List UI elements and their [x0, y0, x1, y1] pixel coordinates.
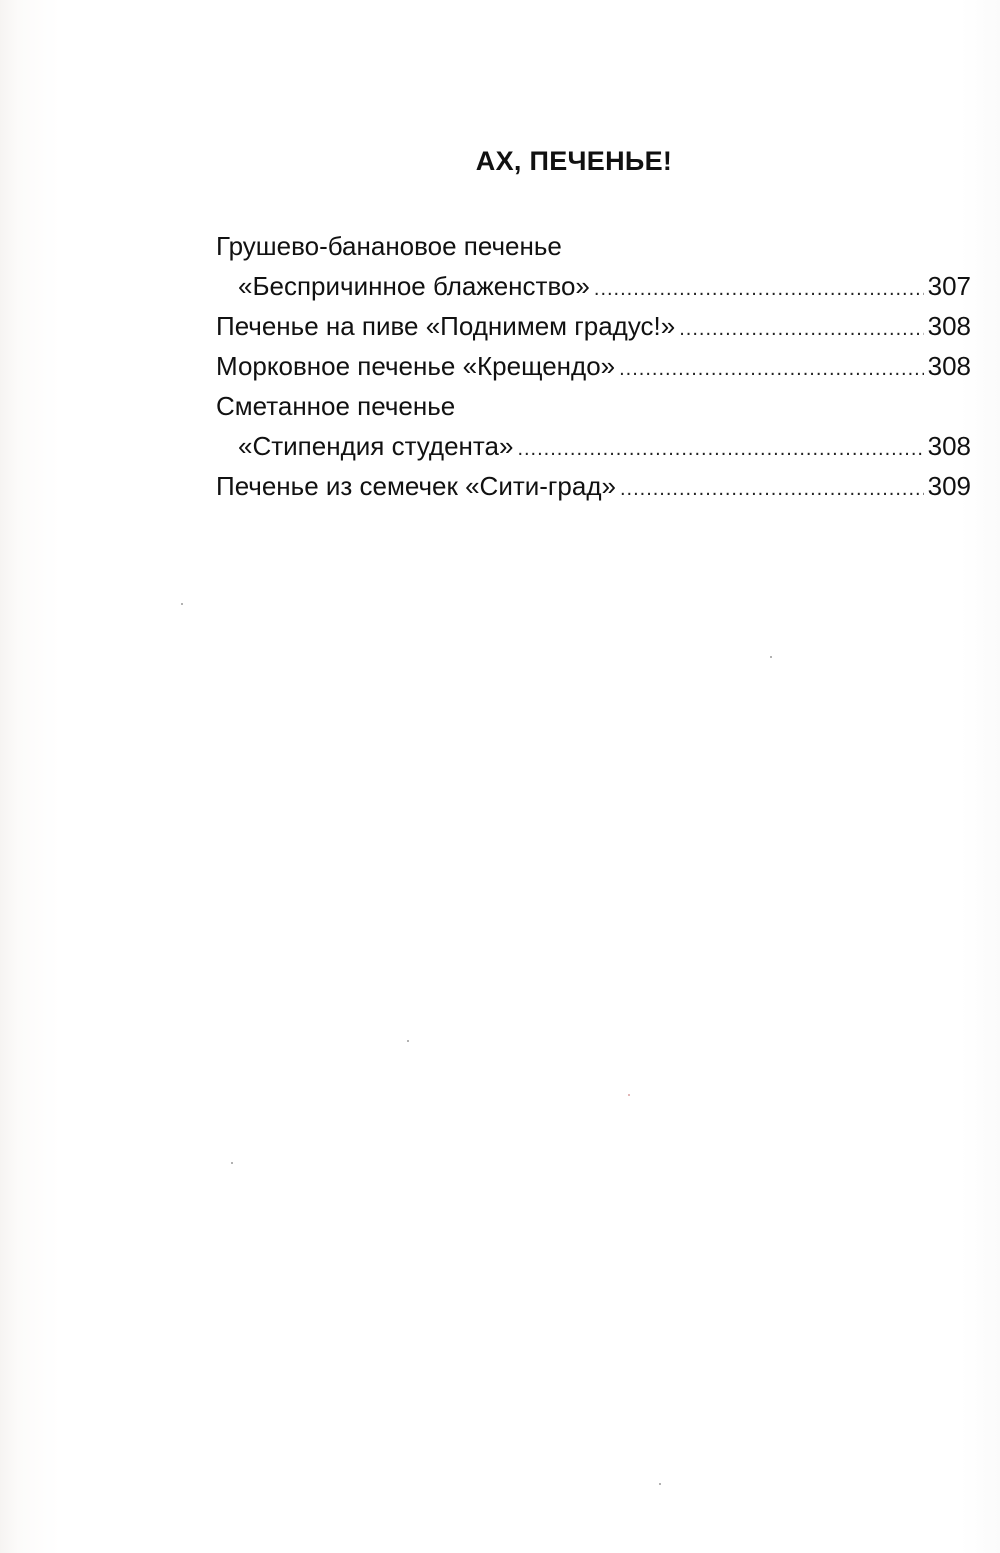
toc-entry-line [216, 426, 971, 466]
dot-leader [679, 309, 923, 349]
section-title: АХ, ПЕЧЕНЬЕ! [475, 146, 673, 176]
table-of-contents [216, 226, 971, 506]
dot-leader [619, 349, 923, 389]
scan-speck [181, 603, 183, 605]
dot-leader [594, 269, 924, 309]
toc-entry-title: Морковное печенье «Крещендо» [216, 351, 616, 381]
toc-entry-title: «Стипендия студента» [238, 431, 514, 461]
scan-speck [407, 1040, 409, 1042]
scan-speck [770, 656, 772, 658]
toc-entry-line [216, 306, 971, 346]
dot-leader [517, 429, 923, 469]
scan-speck [659, 1483, 661, 1485]
scan-speck [231, 1162, 233, 1164]
toc-entry-line [216, 386, 971, 426]
toc-entry-line [216, 226, 971, 266]
toc-page-number: 308 [927, 351, 971, 381]
dot-leader [620, 469, 924, 509]
toc-entry-title: «Беспричинное блаженство» [238, 271, 590, 301]
toc-entry-title: Грушево-банановое печенье [216, 231, 562, 261]
toc-entry-line [216, 346, 971, 386]
toc-page-number: 307 [927, 271, 971, 301]
toc-page-number: 308 [927, 311, 971, 341]
toc-page-number: 309 [927, 471, 971, 501]
toc-entry-title: Сметанное печенье [216, 391, 456, 421]
toc-entry-title: Печенье на пиве «Поднимем градус!» [216, 311, 676, 341]
scan-speck [628, 1094, 630, 1096]
toc-entry-line [216, 466, 971, 506]
toc-entry-line [216, 266, 971, 306]
toc-entry-title: Печенье из семечек «Сити-град» [216, 471, 616, 501]
toc-page-number: 308 [927, 431, 971, 461]
